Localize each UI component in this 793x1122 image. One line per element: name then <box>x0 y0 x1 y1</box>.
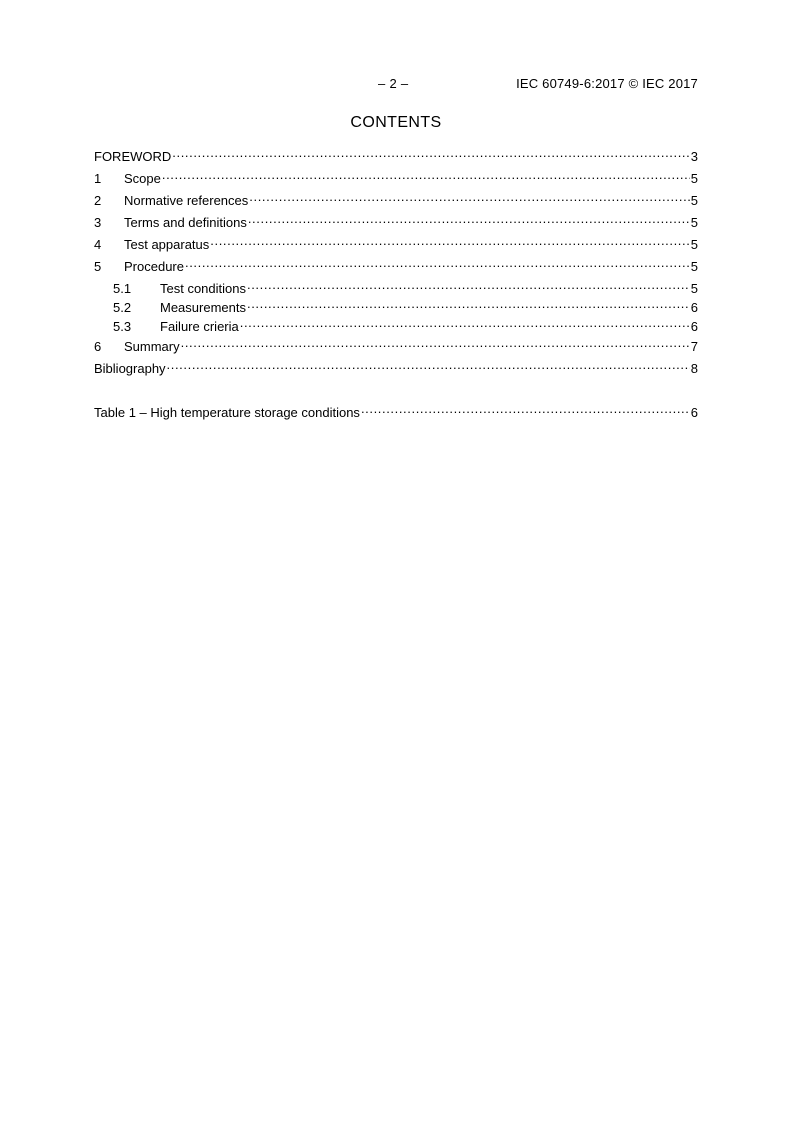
table-list-entry-table-1[interactable] <box>94 401 698 420</box>
toc-entry-page: 5 <box>690 281 698 296</box>
page-number: – 2 – <box>378 76 409 91</box>
toc-entry-page: 5 <box>690 193 698 208</box>
table-list-entry-label: Table 1 – High temperature storage conditions <box>94 405 360 420</box>
toc-entry-page: 6 <box>690 319 698 334</box>
toc-entry-label: Procedure <box>124 259 184 274</box>
toc-leader-dots <box>249 189 689 205</box>
toc-entry-page: 5 <box>690 215 698 230</box>
toc-leader-dots <box>162 167 690 183</box>
toc-entry-page: 5 <box>690 259 698 274</box>
toc-entry-page: 3 <box>690 149 698 164</box>
toc-entry-label: Failure crieria <box>160 319 239 334</box>
toc-entry-summary[interactable] <box>94 335 698 354</box>
toc-entry-terms-and-definitions[interactable] <box>94 211 698 230</box>
toc-entry-normative-references[interactable] <box>94 189 698 208</box>
page-header <box>94 76 698 92</box>
toc-entry-label: Scope <box>124 171 161 186</box>
toc-entry-measurements[interactable] <box>94 296 698 315</box>
standard-identifier: IEC 60749-6:2017 © IEC 2017 <box>516 76 698 91</box>
toc-entry-number: 5.3 <box>113 319 132 334</box>
toc-entry-label: Measurements <box>160 300 246 315</box>
table-list-entry-page: 6 <box>690 405 698 420</box>
toc-entry-number: 4 <box>94 237 102 252</box>
toc-entry-label: Terms and definitions <box>124 215 247 230</box>
toc-entry-number: 3 <box>94 215 102 230</box>
toc-entry-page: 7 <box>690 339 698 354</box>
toc-entry-number: 1 <box>94 171 102 186</box>
toc-entry-page: 8 <box>690 361 698 376</box>
toc-entry-number: 5 <box>94 259 102 274</box>
toc-leader-dots <box>210 233 689 249</box>
toc-entry-page: 5 <box>690 237 698 252</box>
toc-entry-label: Bibliography <box>94 361 166 376</box>
toc-leader-dots <box>247 296 690 312</box>
contents-title: CONTENTS <box>350 114 442 131</box>
toc-leader-dots <box>361 401 690 417</box>
toc-entry-page: 5 <box>690 171 698 186</box>
toc-leader-dots <box>167 357 690 373</box>
toc-entry-label: Normative references <box>124 193 249 208</box>
toc-entry-number: 6 <box>94 339 102 354</box>
toc-leader-dots <box>185 255 690 271</box>
toc-leader-dots <box>247 277 690 293</box>
toc-entry-page: 6 <box>690 300 698 315</box>
toc-entry-number: 2 <box>94 193 102 208</box>
toc-entry-scope[interactable] <box>94 167 698 186</box>
toc-entry-foreword[interactable] <box>94 145 698 164</box>
toc-entry-procedure[interactable] <box>94 255 698 274</box>
toc-entry-number: 5.2 <box>113 300 132 315</box>
toc-entry-label: Test conditions <box>160 281 246 296</box>
toc-entry-label: FOREWORD <box>94 149 172 164</box>
toc-entry-bibliography[interactable] <box>94 357 698 376</box>
toc-entry-test-apparatus[interactable] <box>94 233 698 252</box>
toc-leader-dots <box>240 315 690 331</box>
toc-entry-number: 5.1 <box>113 281 132 296</box>
toc-entry-label: Test apparatus <box>124 237 210 252</box>
toc-entry-failure-criteria[interactable] <box>94 315 698 334</box>
toc-leader-dots <box>248 211 690 227</box>
toc-leader-dots <box>172 145 689 161</box>
toc-entry-label: Summary <box>124 339 180 354</box>
toc-entry-test-conditions[interactable] <box>94 277 698 296</box>
toc-leader-dots <box>181 335 690 351</box>
